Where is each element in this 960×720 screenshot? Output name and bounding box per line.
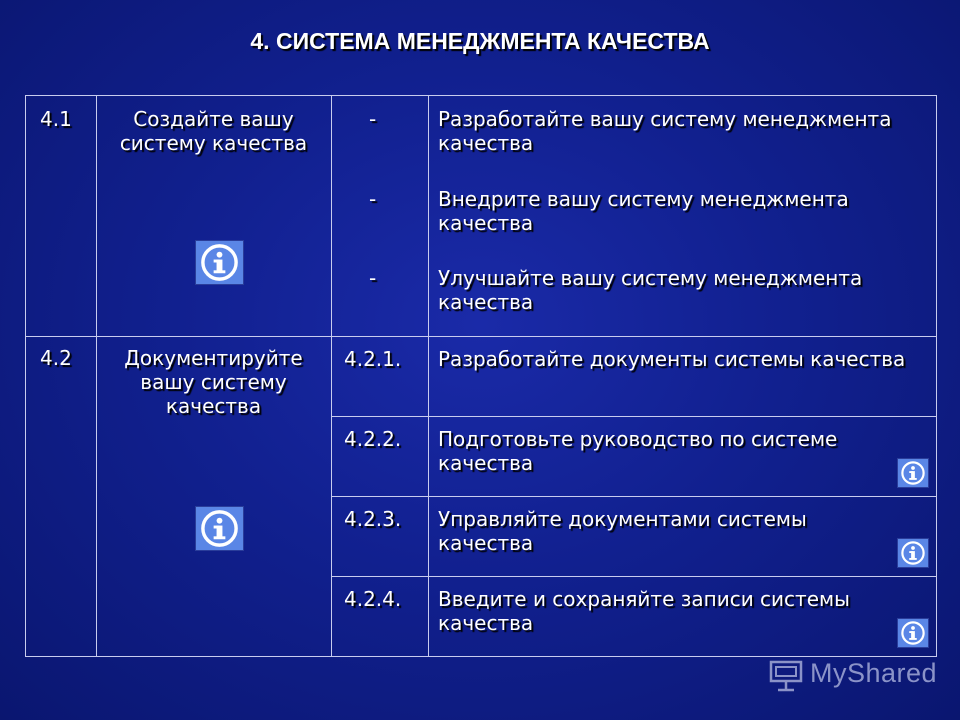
- column-divider: [96, 96, 97, 656]
- slide-title: 4. СИСТЕМА МЕНЕДЖМЕНТА КАЧЕСТВА: [250, 28, 710, 54]
- item-marker: 4.2.4.: [344, 587, 402, 611]
- row-divider: [26, 336, 936, 337]
- info-icon[interactable]: [897, 458, 929, 488]
- info-icon[interactable]: [897, 538, 929, 568]
- item-text: Подготовьте руководство по системе качества: [438, 427, 838, 475]
- row-heading: Создайте вашу систему качества: [119, 107, 308, 155]
- info-icon[interactable]: [897, 618, 929, 648]
- item-text: Внедрите вашу систему менеджмента качества: [438, 187, 849, 235]
- watermark: [768, 656, 943, 694]
- item-text: Улучшайте вашу систему менеджмента качества: [438, 266, 863, 314]
- row-heading: Документируйте вашу систему качества: [124, 346, 303, 418]
- item-marker: 4.2.3.: [344, 507, 402, 531]
- row-divider: [331, 416, 936, 417]
- presentation-board-icon: [768, 658, 804, 692]
- item-text: Введите и сохраняйте записи системы качества: [438, 587, 850, 635]
- column-divider: [428, 96, 429, 656]
- row-number: 4.1: [40, 107, 72, 131]
- info-icon[interactable]: [195, 506, 244, 551]
- item-text: Разработайте вашу систему менеджмента качества: [438, 107, 892, 155]
- item-marker: -: [369, 107, 377, 131]
- row-number: 4.2: [40, 346, 72, 370]
- item-marker: -: [369, 266, 377, 290]
- item-marker: 4.2.2.: [344, 427, 402, 451]
- item-marker: -: [369, 187, 377, 211]
- row-divider: [331, 496, 936, 497]
- quality-system-table: [25, 95, 937, 657]
- info-icon[interactable]: [195, 240, 244, 285]
- row-divider: [331, 576, 936, 577]
- column-divider: [331, 96, 332, 656]
- watermark-text: MyShared: [810, 658, 938, 688]
- item-text: Управляйте документами системы качества: [438, 507, 807, 555]
- item-text: Разработайте документы системы качества: [438, 347, 906, 371]
- item-marker: 4.2.1.: [344, 347, 402, 371]
